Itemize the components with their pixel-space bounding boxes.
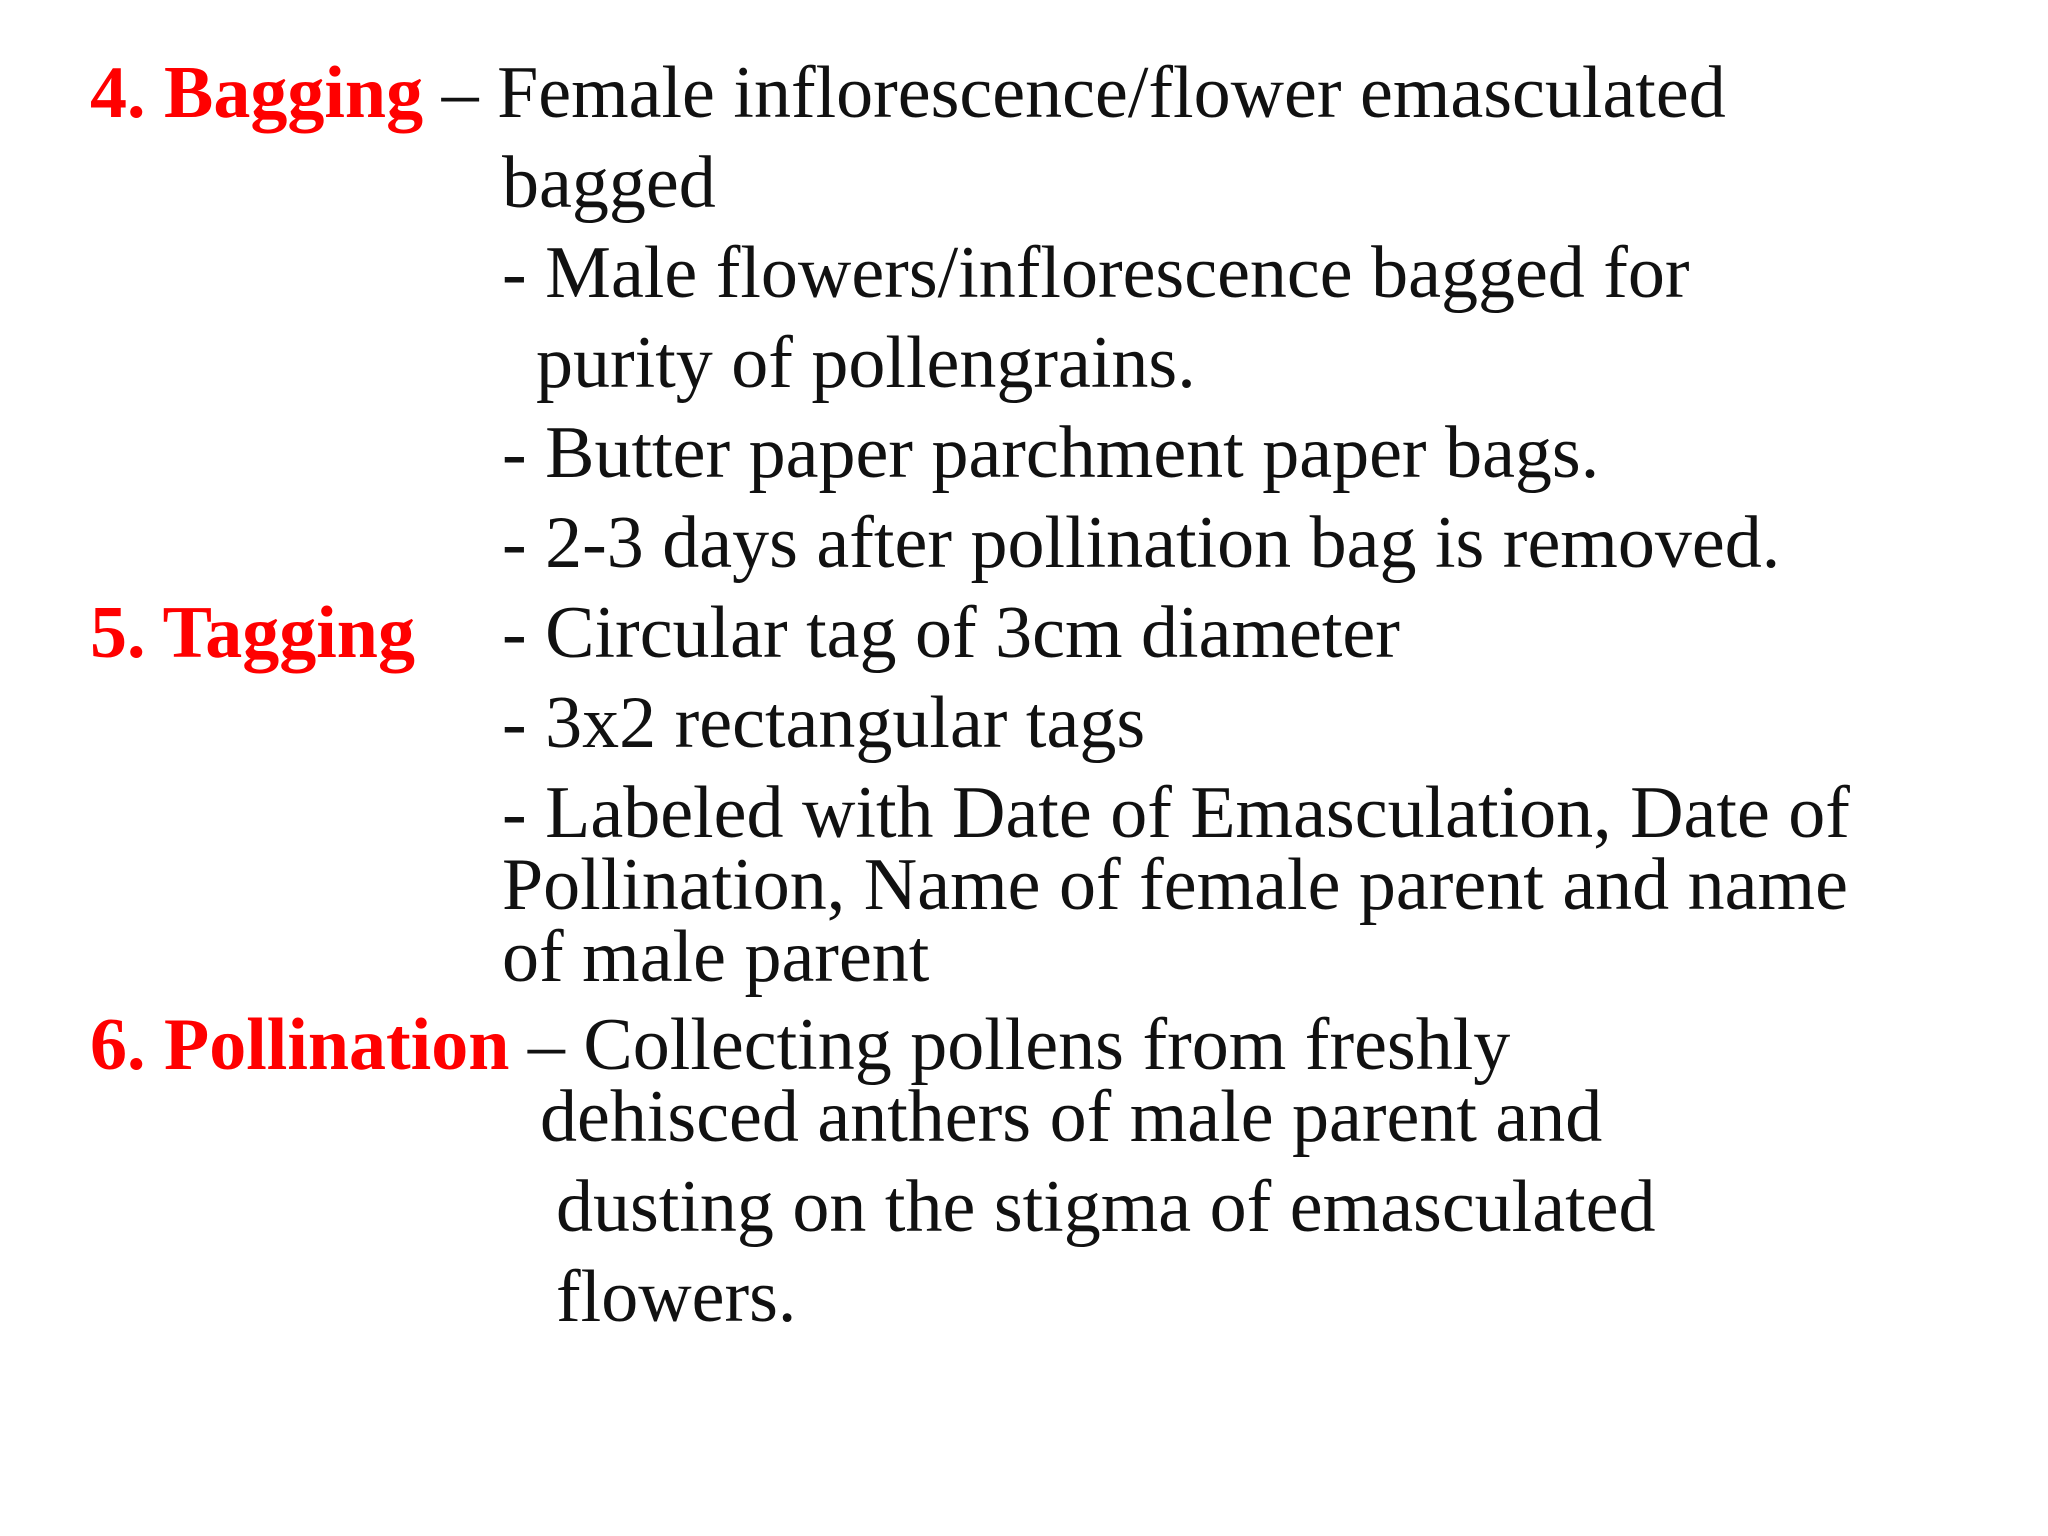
tagging-line-4: Pollination, Name of female parent and name <box>502 844 1848 926</box>
tagging-line-5: of male parent <box>502 916 930 998</box>
bagging-line-2: bagged <box>502 142 716 224</box>
bagging-line-1: Female inflorescence/flower emasculated <box>497 52 1726 134</box>
tagging-heading: 5. Tagging <box>90 592 415 674</box>
pollination-line-2: dehisced anthers of male parent and <box>540 1076 1603 1158</box>
bagging-line-4: purity of pollengrains. <box>536 322 1196 404</box>
pollination-first-line <box>90 1004 1511 1086</box>
tagging-line-2: - 3x2 rectangular tags <box>502 682 1146 764</box>
bagging-line-3: - Male flowers/inflorescence bagged for <box>502 232 1690 314</box>
tagging-line-1: - Circular tag of 3cm diameter <box>502 592 1400 674</box>
bagging-dash: – <box>423 52 498 134</box>
pollination-line-3: dusting on the stigma of emasculated <box>556 1166 1656 1248</box>
bagging-line-6: - 2-3 days after pollination bag is removed. <box>502 502 1781 584</box>
bagging-heading: 4. Bagging <box>90 52 424 134</box>
pollination-dash: – <box>509 1004 584 1086</box>
pollination-heading: 6. Pollination <box>90 1004 510 1086</box>
tagging-line-3: - Labeled with Date of Emasculation, Date of <box>502 772 1850 854</box>
bagging-first-line <box>90 52 1726 134</box>
bagging-line-5: - Butter paper parchment paper bags. <box>502 412 1600 494</box>
pollination-line-4: flowers. <box>556 1256 797 1338</box>
pollination-line-1: Collecting pollens from freshly <box>583 1004 1511 1086</box>
